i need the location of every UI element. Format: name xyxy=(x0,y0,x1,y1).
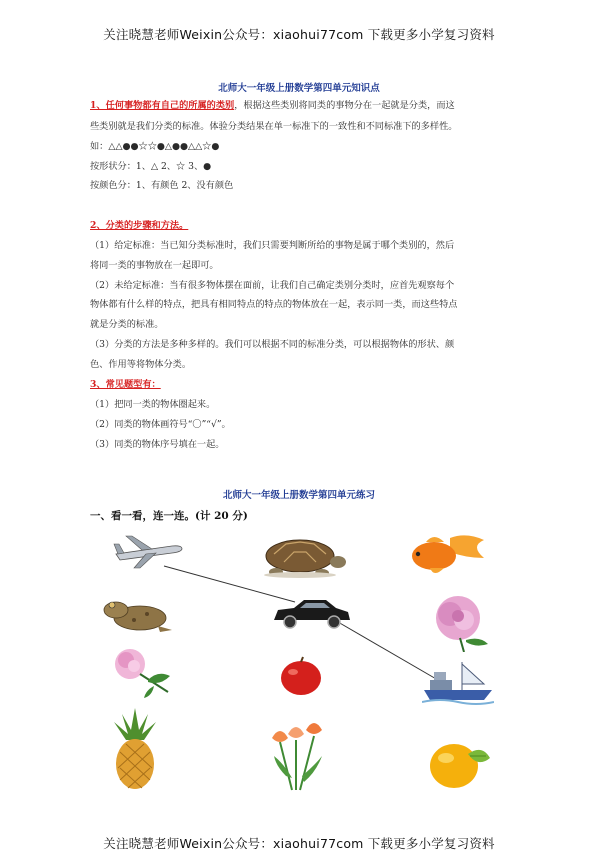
section2-p1-a: （1）给定标准：当已知分类标准时，我们只需要判断所给的事物是属于哪个类别的，然后 xyxy=(90,240,455,251)
red-apple-picture[interactable] xyxy=(279,656,323,696)
section1-text: ，根据这些类别将同类的事物分在一起就是分类，而这 xyxy=(234,100,455,111)
ship-picture[interactable] xyxy=(422,658,494,706)
color-classification: 按颜色分：1、有颜色 2、没有颜色 xyxy=(90,180,234,191)
airplane-picture[interactable] xyxy=(112,532,184,572)
turtle-picture[interactable] xyxy=(256,532,348,580)
knowledge-title: 北师大一年级上册数学第四单元知识点 xyxy=(218,83,380,94)
section1-line2: 些类别就是我们分类的标准。体验分类结果在单一标准下的一致性和不同标准下的多样性。 xyxy=(90,121,458,132)
car-picture[interactable] xyxy=(270,596,352,630)
section2-p1-b: 将同一类的事物放在一起即可。 xyxy=(90,260,219,271)
section3-item1: （1）把同一类的物体圈起来。 xyxy=(90,399,216,410)
exercise-title: 北师大一年级上册数学第四单元练习 xyxy=(222,490,375,501)
section2-p3-b: 色、作用等将物体分类。 xyxy=(90,359,192,370)
tulips-picture[interactable] xyxy=(266,716,328,792)
section3-item2: （2）同类的物体画符号“〇”“√”。 xyxy=(90,419,231,430)
section3-item3: （3）同类的物体序号填在一起。 xyxy=(90,439,225,450)
section2-p2-c: 就是分类的标准。 xyxy=(90,319,164,330)
question-1: 一、看一看，连一连。(计 20 分) xyxy=(90,510,248,522)
pink-rose-picture[interactable] xyxy=(420,594,496,652)
section2-p2-a: （2）未给定标准：当有很多物体摆在面前，让我们自己确定类别分类时，应首先观察每个 xyxy=(90,280,455,291)
section1-heading: 1、任何事物都有自己的所属的类别 xyxy=(90,100,235,111)
pineapple-picture[interactable] xyxy=(112,708,158,790)
orange-picture[interactable] xyxy=(428,738,492,790)
section2-heading: 2、分类的步骤和方法。 xyxy=(90,220,189,231)
bottom-banner: 关注晓慧老师Weixin公众号：xiaohui77com 下载更多小学复习资料 xyxy=(103,836,495,851)
shape-classification: 按形状分：1、△ 2、☆ 3、● xyxy=(90,161,212,172)
section2-p2-b: 物体都有什么样的特点，把具有相同特点的特点的物体放在一起，表示同一类，而这些特点 xyxy=(90,299,458,310)
section3-heading: 3、常见题型有： xyxy=(90,379,161,390)
pink-flower-picture[interactable] xyxy=(104,646,176,698)
example-line: 如：△△●●☆☆●△●●△△☆● xyxy=(90,141,220,152)
section2-p3-a: （3）分类的方法是多种多样的。我们可以根据不同的标准分类，可以根据物体的形状、颜 xyxy=(90,339,455,350)
goldfish-picture[interactable] xyxy=(404,530,488,580)
frog-picture[interactable] xyxy=(102,596,174,634)
top-banner: 关注晓慧老师Weixin公众号：xiaohui77com 下载更多小学复习资料 xyxy=(103,27,495,42)
